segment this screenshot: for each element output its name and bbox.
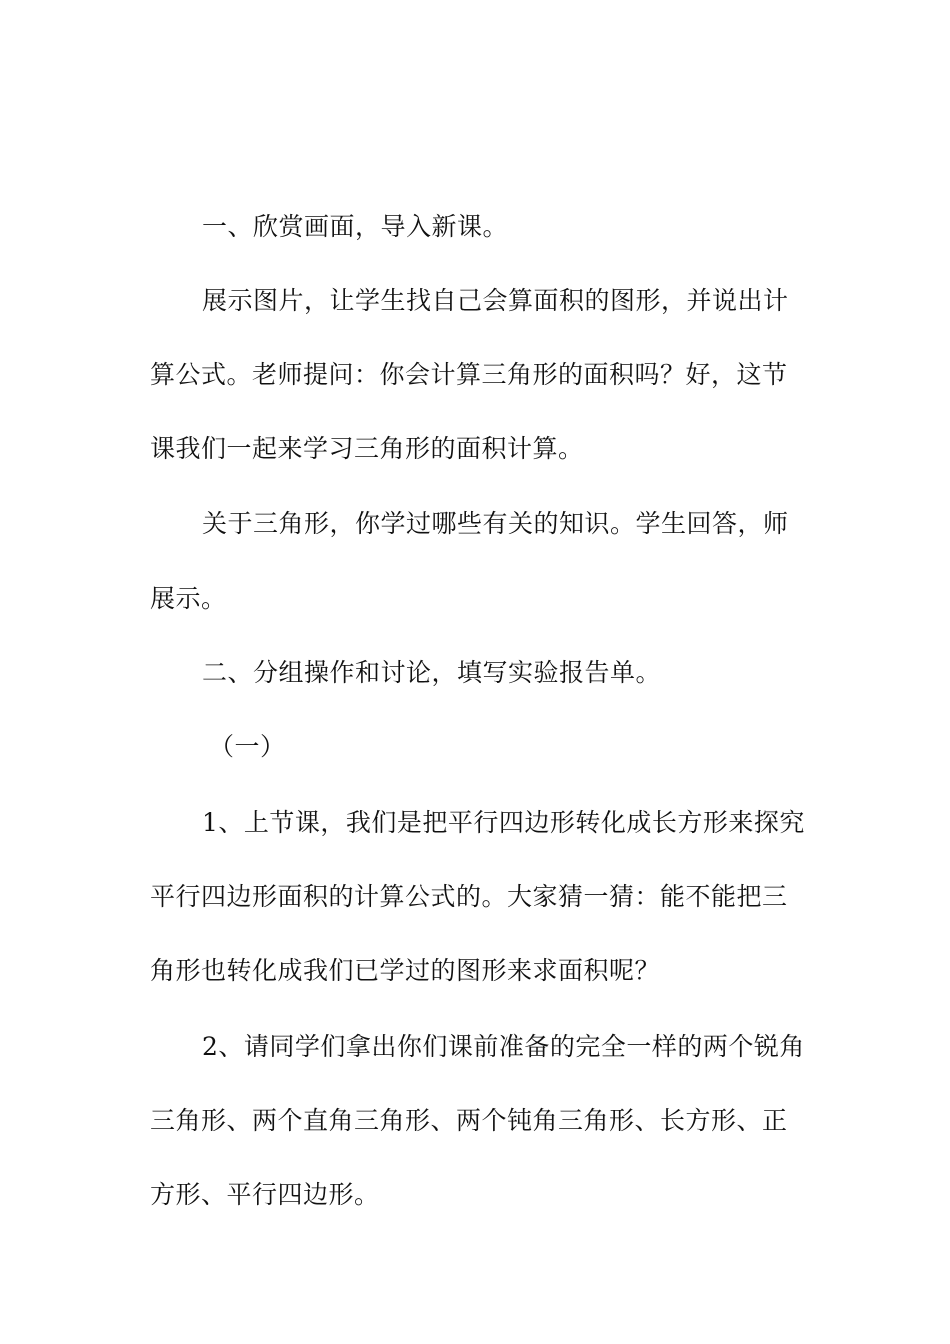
paragraph-line: 算公式。老师提问：你会计算三角形的面积吗？好，这节 — [150, 360, 788, 389]
paragraph-line: 展示图片，让学生找自己会算面积的图形，并说出计 — [202, 286, 789, 315]
paragraph-line: 方形、平行四边形。 — [150, 1180, 380, 1209]
paragraph-line: 展示。 — [150, 584, 227, 613]
paragraph-line: 2、请同学们拿出你们课前准备的完全一样的两个锐角 — [202, 1032, 805, 1061]
section-heading-2: 二、分组操作和讨论，填写实验报告单。 — [202, 658, 662, 687]
paragraph-line: 角形也转化成我们已学过的图形来求面积呢？ — [150, 956, 661, 985]
paragraph-line: 1、上节课，我们是把平行四边形转化成长方形来探究 — [202, 808, 805, 837]
paragraph-line: 平行四边形面积的计算公式的。大家猜一猜：能不能把三 — [150, 882, 788, 911]
paragraph-line: 课我们一起来学习三角形的面积计算。 — [150, 434, 584, 463]
paragraph-line: 关于三角形，你学过哪些有关的知识。学生回答，师 — [202, 509, 789, 538]
paragraph-line: 三角形、两个直角三角形、两个钝角三角形、长方形、正 — [150, 1106, 788, 1135]
section-heading-1: 一、欣赏画面，导入新课。 — [202, 212, 509, 241]
subsection-heading: （一） — [209, 732, 286, 761]
